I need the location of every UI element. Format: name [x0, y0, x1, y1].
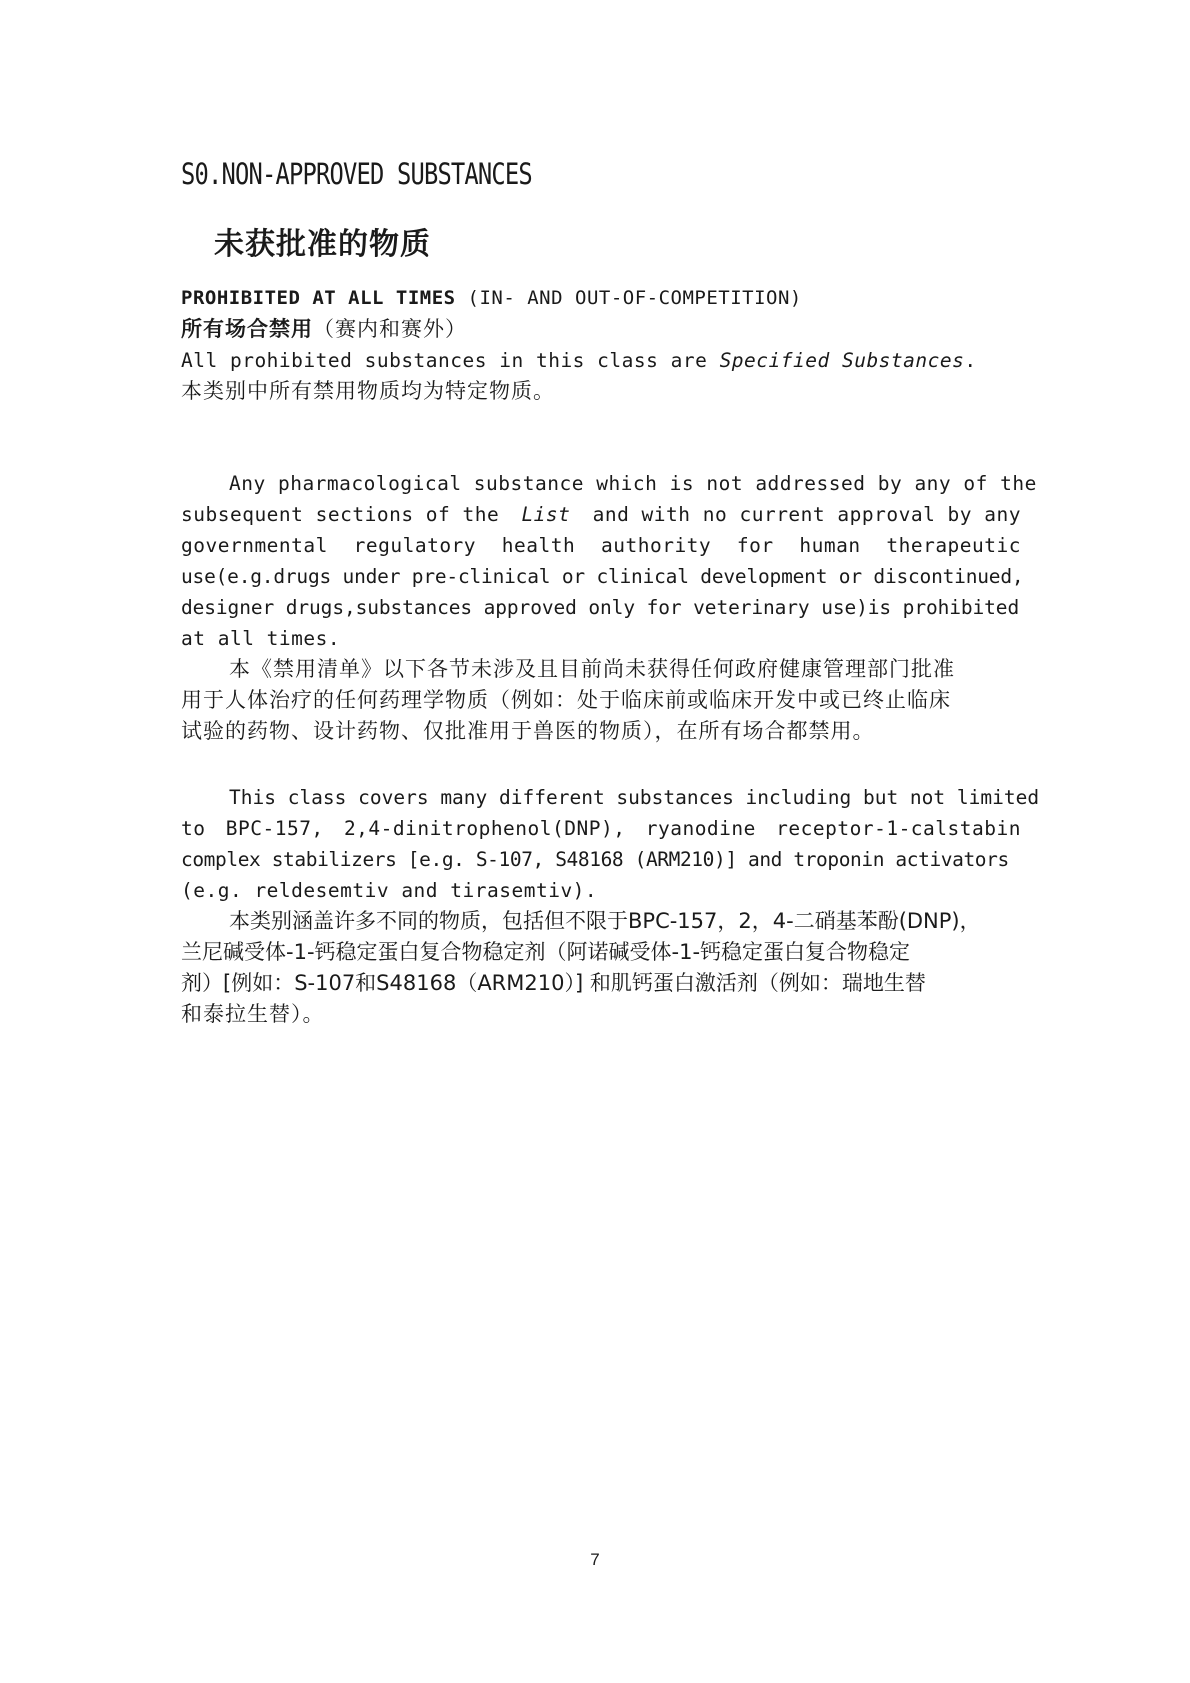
para1-line-6: at all times. [181, 627, 341, 650]
specified-note-cn: 本类别中所有禁用物质均为特定物质。 [181, 379, 555, 403]
para2-word: to [181, 817, 206, 840]
para2-cn-line-4: 和泰拉生替）。 [181, 1002, 325, 1026]
para1-word: for [736, 534, 774, 557]
para2-cn-line-1: 本类别涵盖许多不同的物质，包括但不限于BPC-157，2，4-二硝基苯酚(DNP)， [229, 909, 981, 933]
para1-cn-line-2: 用于人体治疗的任何药理学物质（例如：处于临床前或临床开发中或已终止临床 [181, 688, 951, 712]
specified-note-prefix: All prohibited substances in this class are [181, 349, 720, 372]
para1-line-2a: subsequent sections of the [181, 503, 500, 526]
section-heading-cn: 未获批准的物质 [214, 227, 431, 262]
para2-cn-line-3: 剂）[例如：S-107和S48168（ARM210）] 和肌钙蛋白激活剂（例如：瑞地生替 [181, 971, 926, 995]
paragraph-1 [181, 468, 1037, 747]
para1-line-5: designer drugs,substances approved only for veterinary use)is prohibited [181, 596, 1020, 619]
para1-line-2c: and with no current approval by any [592, 503, 1021, 526]
prohibited-title-cn-rest: （赛内和赛外） [313, 317, 467, 341]
para2-cn-line-2: 兰尼碱受体-1-钙稳定蛋白复合物稳定剂（阿诺碱受体-1-钙稳定蛋白复合物稳定 [181, 940, 911, 964]
para2-word: ryanodine [645, 817, 756, 840]
specified-note [181, 345, 1021, 376]
para1-line-3 [181, 530, 1021, 561]
para2-line-4: (e.g. reldesemtiv and tirasemtiv). [181, 879, 598, 902]
prohibited-title [181, 283, 1021, 314]
prohibited-block [181, 283, 1021, 407]
paragraph-2 [181, 782, 1040, 1030]
para2-word: receptor-1-calstabin [776, 817, 1021, 840]
para1-cn-line-1: 本《禁用清单》以下各节未涉及且目前尚未获得任何政府健康管理部门批准 [229, 657, 955, 681]
para2-word: 2,4-dinitrophenol(DNP), [343, 817, 626, 840]
prohibited-title-cn-bold: 所有场合禁用 [181, 317, 313, 341]
para1-word: authority [601, 534, 712, 557]
prohibited-title-rest: (IN- AND OUT-OF-COMPETITION) [455, 287, 802, 309]
para1-word: health [501, 534, 576, 557]
para2-line-3: complex stabilizers [e.g. S-107, S48168 (ARM210)] and troponin activators [181, 848, 1009, 871]
para1-line-4: use(e.g.drugs under pre-clinical or clinical development or discontinued, [181, 565, 1024, 588]
page-number: 7 [590, 1550, 600, 1569]
prohibited-title-cn [181, 314, 1021, 345]
para1-word: regulatory [353, 534, 477, 557]
para2-word: BPC-157, [225, 817, 324, 840]
prohibited-title-bold: PROHIBITED AT ALL TIMES [181, 287, 456, 309]
list-reference: List [521, 503, 571, 526]
para1-word: governmental [181, 534, 328, 557]
para2-line-1: This class covers many different substances including but not limited [229, 786, 1040, 809]
specified-note-suffix: . [964, 349, 977, 372]
section-heading-en: S0.NON-APPROVED SUBSTANCES [181, 157, 532, 191]
para1-cn-line-3: 试验的药物、设计药物、仅批准用于兽医的物质），在所有场合都禁用。 [181, 719, 875, 743]
specified-note-italic: Specified Substances [719, 349, 965, 372]
para1-word: therapeutic [886, 534, 1021, 557]
para1-word: human [799, 534, 861, 557]
para2-line-2 [181, 813, 1021, 844]
para1-line-1: Any pharmacological substance which is not addressed by any of the [229, 472, 1037, 495]
para1-line-2 [181, 499, 1021, 530]
